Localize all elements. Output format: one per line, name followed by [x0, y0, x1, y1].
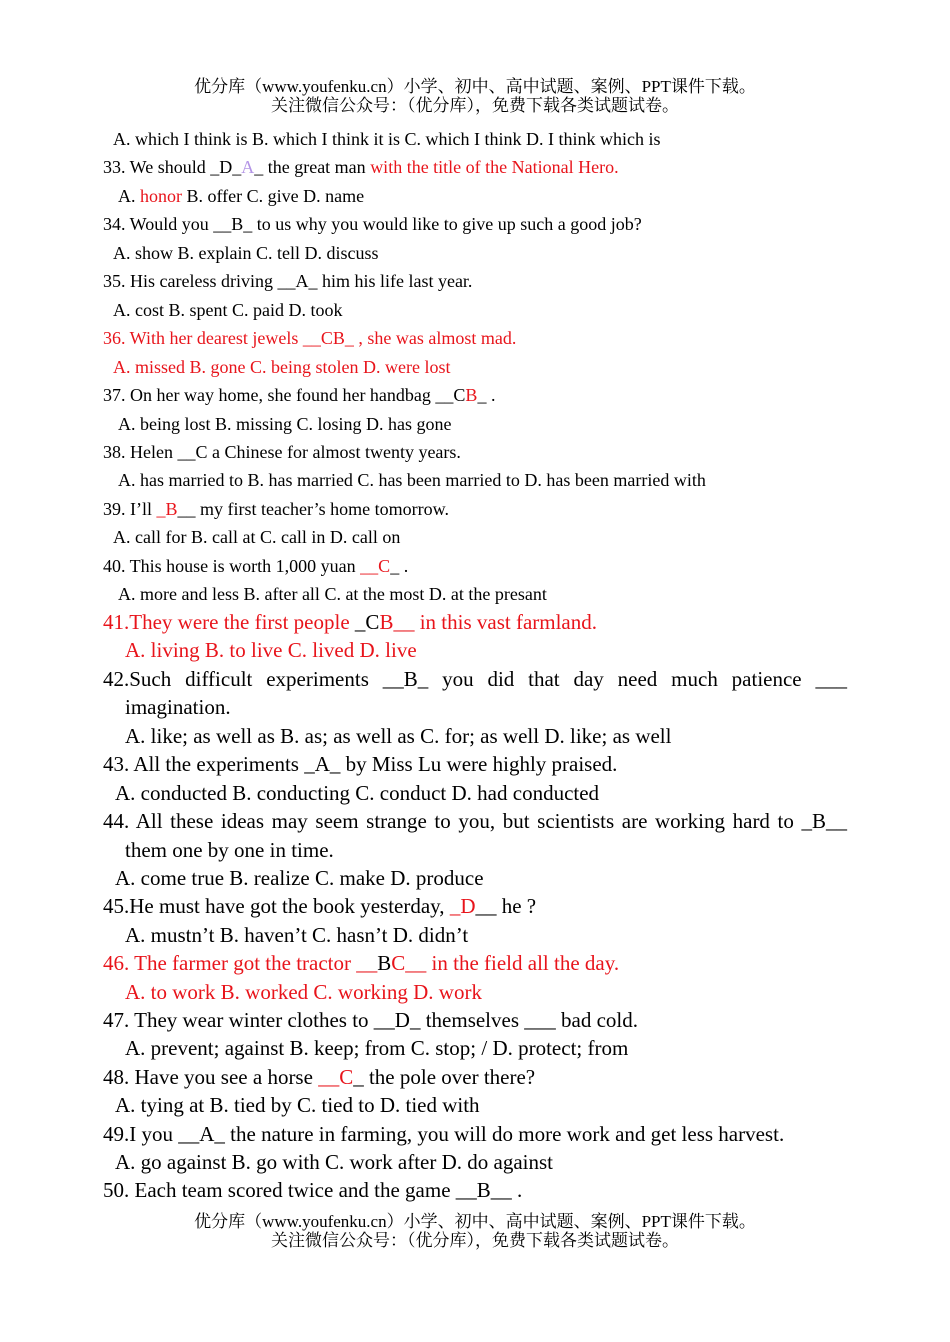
text-run: A. living B. to live C. lived D. live: [125, 638, 417, 662]
text-run: _ .: [390, 556, 409, 576]
text-line: [103, 894, 536, 919]
text-run: A. which I think is B. which I think it is C. which I think D. I think which is: [113, 129, 661, 149]
text-run: _ .: [477, 385, 496, 405]
text-line: [103, 809, 847, 834]
text-line: [125, 724, 671, 749]
text-run: 40. This house is worth 1,000 yuan: [103, 556, 361, 576]
text-run: 50. Each team scored twice and the game __B__ .: [103, 1178, 523, 1202]
text-line: [125, 1036, 628, 1061]
text-line: [103, 556, 408, 577]
text-line: [103, 667, 847, 692]
text-line: [103, 752, 617, 777]
text-run: A. call for B. call at C. call in D. call on: [113, 527, 401, 547]
text-run: A. has married to B. has married C. has been married to D. has been married with: [118, 470, 706, 490]
text-run: A. like; as well as B. as; as well as C. for; as well D. like; as well: [125, 724, 672, 748]
text-line: [115, 1093, 480, 1118]
text-line: [113, 129, 660, 150]
text-run: 41.They were the first people: [103, 610, 355, 634]
text-line: [118, 414, 452, 435]
text-line: [113, 243, 379, 264]
text-run: B__ in this vast farmland.: [379, 610, 597, 634]
text-run: __C: [318, 1065, 354, 1089]
text-run: 38. Helen __C a Chinese for almost twenty years.: [103, 442, 461, 462]
text-line: [125, 838, 334, 863]
text-line: [113, 527, 400, 548]
page-header: [0, 77, 950, 115]
text-run: A. show B. explain C. tell D. discuss: [113, 243, 379, 263]
text-run: 42.Such difficult experiments __B_ you did that day need much patience ___: [103, 667, 847, 691]
text-line: [125, 980, 482, 1005]
text-run: _ the great man: [254, 157, 371, 177]
text-line: [118, 584, 547, 605]
text-line: [115, 781, 599, 806]
text-run: 47. They wear winter clothes to __D_ themselves ___ bad cold.: [103, 1008, 638, 1032]
text-run: 34. Would you __B_ to us why you would like to give up such a good job?: [103, 214, 642, 234]
text-run: __ my first teacher’s home tomorrow.: [177, 499, 449, 519]
text-line: [113, 357, 450, 378]
text-run: A. tying at B. tied by C. tied to D. tied with: [115, 1093, 480, 1117]
text-run: 37. On her way home, she found her handbag __C: [103, 385, 466, 405]
text-line: [118, 186, 364, 207]
text-line: [103, 157, 619, 178]
text-line: [103, 499, 449, 520]
text-run: _B: [156, 499, 178, 519]
text-run: 48. Have you see a horse: [103, 1065, 319, 1089]
text-line: [103, 951, 619, 976]
text-run: 49.I you __A_ the nature in farming, you will do more work and get less harvest.: [103, 1122, 785, 1146]
text-line: [103, 610, 597, 635]
text-run: B: [377, 951, 392, 975]
text-run: _C: [354, 610, 380, 634]
text-line: [125, 923, 468, 948]
text-run: with the title of the National Hero.: [370, 157, 619, 177]
text-run: A. conducted B. conducting C. conduct D. had conducted: [115, 781, 600, 805]
text-run: 45.He must have got the book yesterday,: [103, 894, 450, 918]
text-run: 44. All these ideas may seem strange to you, but scientists are working hard to _B__: [103, 809, 847, 833]
text-line: [118, 470, 706, 491]
text-line: [103, 328, 516, 349]
text-run: imagination.: [125, 695, 231, 719]
text-run: 39. I’ll: [103, 499, 157, 519]
text-run: A. come true B. realize C. make D. produce: [115, 866, 484, 890]
text-run: _ the pole over there?: [353, 1065, 536, 1089]
page-footer: [0, 1212, 950, 1250]
text-line: [103, 385, 495, 406]
text-line: [103, 1008, 638, 1033]
text-run: 33. We should _D_: [103, 157, 242, 177]
text-run: A: [241, 157, 255, 177]
text-line: [103, 442, 461, 463]
text-run: A. missed B. gone C. being stolen D. were lost: [113, 357, 451, 377]
text-run: A.: [118, 186, 140, 206]
text-run: 43. All the experiments _A_ by Miss Lu were highly praised.: [103, 752, 618, 776]
text-run: A. go against B. go with C. work after D. do against: [115, 1150, 554, 1174]
text-run: B. offer C. give D. name: [182, 186, 365, 206]
text-line: [103, 1065, 535, 1090]
text-run: A. prevent; against B. keep; from C. stop; / D. protect; from: [125, 1036, 629, 1060]
text-line: [125, 695, 231, 720]
text-line: [115, 866, 484, 891]
text-run: __ he ?: [475, 894, 537, 918]
text-line: [103, 271, 472, 292]
text-line: [103, 1122, 784, 1147]
text-run: B: [465, 385, 478, 405]
text-run: __C: [360, 556, 391, 576]
text-run: _D: [449, 894, 476, 918]
text-line: [113, 300, 343, 321]
text-line: [103, 1178, 522, 1203]
footer-line-2: 关注微信公众号：（优分库），免费下载各类试题试卷。: [271, 1231, 679, 1250]
text-line: [125, 638, 417, 663]
text-run: 35. His careless driving __A_ him his life last year.: [103, 271, 473, 291]
text-run: 36. With her dearest jewels __CB_ , she was almost mad.: [103, 328, 517, 348]
text-run: A. more and less B. after all C. at the most D. at the presant: [118, 584, 547, 604]
text-run: A. being lost B. missing C. losing D. has gone: [118, 414, 452, 434]
text-run: A. cost B. spent C. paid D. took: [113, 300, 343, 320]
text-run: them one by one in time.: [125, 838, 334, 862]
text-line: [103, 214, 642, 235]
footer-line-1: 优分库（www.youfenku.cn）小学、初中、高中试题、案例、PPT课件下载。: [194, 1212, 756, 1231]
text-run: A. to work B. worked C. working D. work: [125, 980, 482, 1004]
text-run: honor: [140, 186, 182, 206]
text-run: 46. The farmer got the tractor __: [103, 951, 378, 975]
text-run: C__ in the field all the day.: [391, 951, 620, 975]
header-line-2: 关注微信公众号：（优分库），免费下载各类试题试卷。: [271, 96, 679, 115]
text-line: [115, 1150, 553, 1175]
header-line-1: 优分库（www.youfenku.cn）小学、初中、高中试题、案例、PPT课件下载。: [194, 77, 756, 96]
text-run: A. mustn’t B. haven’t C. hasn’t D. didn’t: [125, 923, 469, 947]
